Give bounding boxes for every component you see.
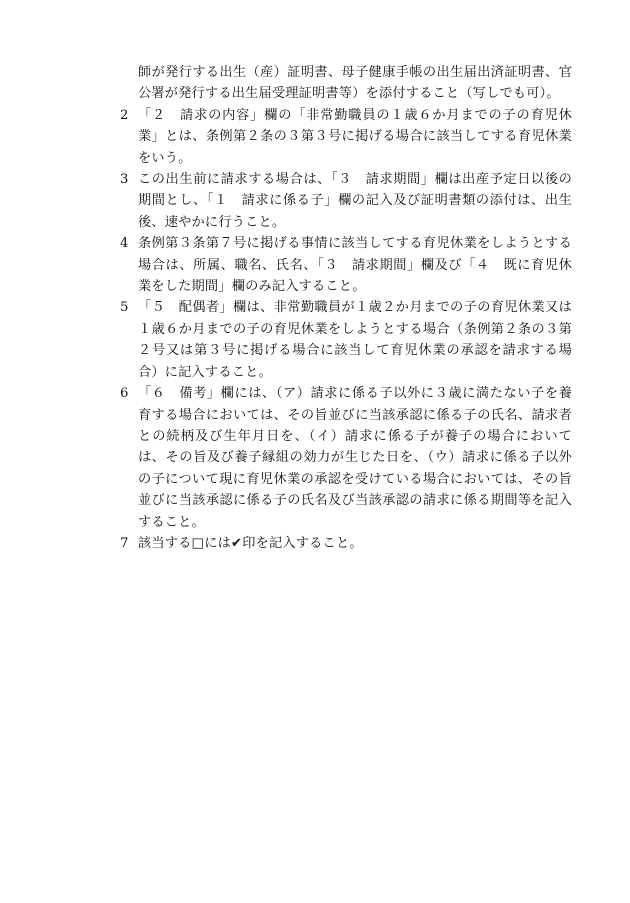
note-continuation <box>120 62 572 105</box>
note-text: 「６ 備考」欄には、（ア）請求に係る子以外に３歳に満たない子を養育する場合においては、その旨並びに当該承認に係る子の氏名、請求者との続柄及び生年月日を、（イ）請求に係る子が養子の場合においては、その旨及び養子縁組の効力が生じた日を、（ウ）請求に係る子以外の子について現に育児休業の承認を受けている場合においては、その旨並びに当該承認に係る子の氏名及び当該承認の請求に係る期間等を記入すること。 <box>138 386 572 530</box>
note-text: 条例第３条第７号に掲げる事情に該当してする育児休業をしようとする場合は、所属、職名、氏名、「３ 請求期間」欄及び「４ 既に育児休業をした期間」欄のみ記入すること。 <box>138 236 572 295</box>
note-number: 7 <box>120 535 129 551</box>
note-item <box>120 233 572 297</box>
note-number: 6 <box>120 386 129 402</box>
notes-list <box>120 62 572 554</box>
note-text: 該当する□には✔印を記入すること。 <box>138 535 363 551</box>
note-text: 師が発行する出生（産）証明書、母子健康手帳の出生届出済証明書、官公署が発行する出生届受理証明書等）を添付すること（写しでも可）。 <box>138 65 572 102</box>
note-text: 「５ 配偶者」欄は、非常勤職員が１歳２か月までの子の育児休業又は１歳６か月までの子の育児休業をしようとする場合（条例第２条の３第２号又は第３号に掲げる場合に該当して育児休業の承認を請求する場合）に記入すること。 <box>138 300 572 380</box>
note-text: この出生前に請求する場合は、「３ 請求期間」欄は出産予定日以後の期間とし、「１ 請求に係る子」欄の記入及び証明書類の添付は、出生後、速やかに行うこと。 <box>138 172 572 230</box>
note-item <box>120 533 572 554</box>
note-number: 5 <box>120 300 129 316</box>
note-number: 4 <box>120 236 129 252</box>
note-item <box>120 169 572 233</box>
note-number: 2 <box>120 107 129 123</box>
note-number: 3 <box>120 172 129 188</box>
note-text: 「２ 請求の内容」欄の「非常勤職員の１歳６か月までの子の育児休業」とは、条例第２条の３第３号に掲げる場合に該当してする育児休業をいう。 <box>138 107 572 166</box>
note-item <box>120 105 572 169</box>
note-item <box>120 297 572 383</box>
note-item <box>120 383 572 533</box>
